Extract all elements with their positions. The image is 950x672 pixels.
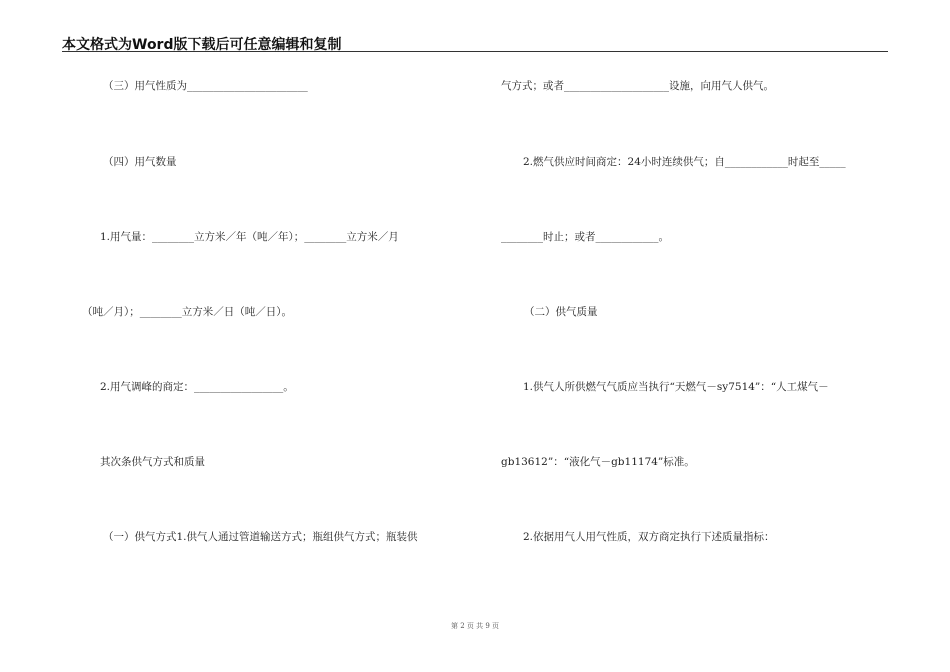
document-header-title: 本文格式为Word版下载后可任意编辑和复制 — [62, 37, 342, 53]
right-line-quality-standard-cont: gb13612”：“液化气－gb11174”标准。 — [501, 456, 695, 468]
right-line-supply-time: 2.燃气供应时间商定：24小时连续供气；自____________时起至_____ — [523, 156, 846, 168]
page-number-footer: 第 2 页 共 9 页 — [450, 622, 500, 630]
left-line-usage-quantity-heading: （四）用气数量 — [103, 156, 177, 168]
left-line-usage-volume-cont: （吨／月）；________立方米／日（吨／日）。 — [82, 306, 292, 318]
left-line-usage-nature: （三）用气性质为_______________________ — [103, 80, 308, 92]
left-line-article-two-heading: 其次条供气方式和质量 — [100, 456, 205, 468]
right-line-supply-quality-heading: （二）供气质量 — [524, 306, 598, 318]
left-line-peak-shaving: 2.用气调峰的商定：_________________。 — [100, 381, 294, 393]
right-line-quality-indicators: 2.依据用气人用气性质，双方商定执行下述质量指标： — [523, 531, 775, 543]
left-line-usage-volume: 1.用气量：________立方米／年（吨／年）；________立方米／月 — [100, 231, 399, 243]
right-line-quality-standard: 1.供气人所供燃气气质应当执行“天燃气－sy7514”：“人工煤气－ — [523, 381, 829, 393]
right-line-supply-method-cont: 气方式；或者____________________设施，向用气人供气。 — [501, 80, 774, 92]
header-divider — [62, 51, 888, 52]
right-line-supply-time-cont: ________时止；或者____________。 — [501, 231, 669, 243]
left-line-supply-method: （一）供气方式1.供气人通过管道输送方式；瓶组供气方式；瓶装供 — [103, 531, 418, 543]
